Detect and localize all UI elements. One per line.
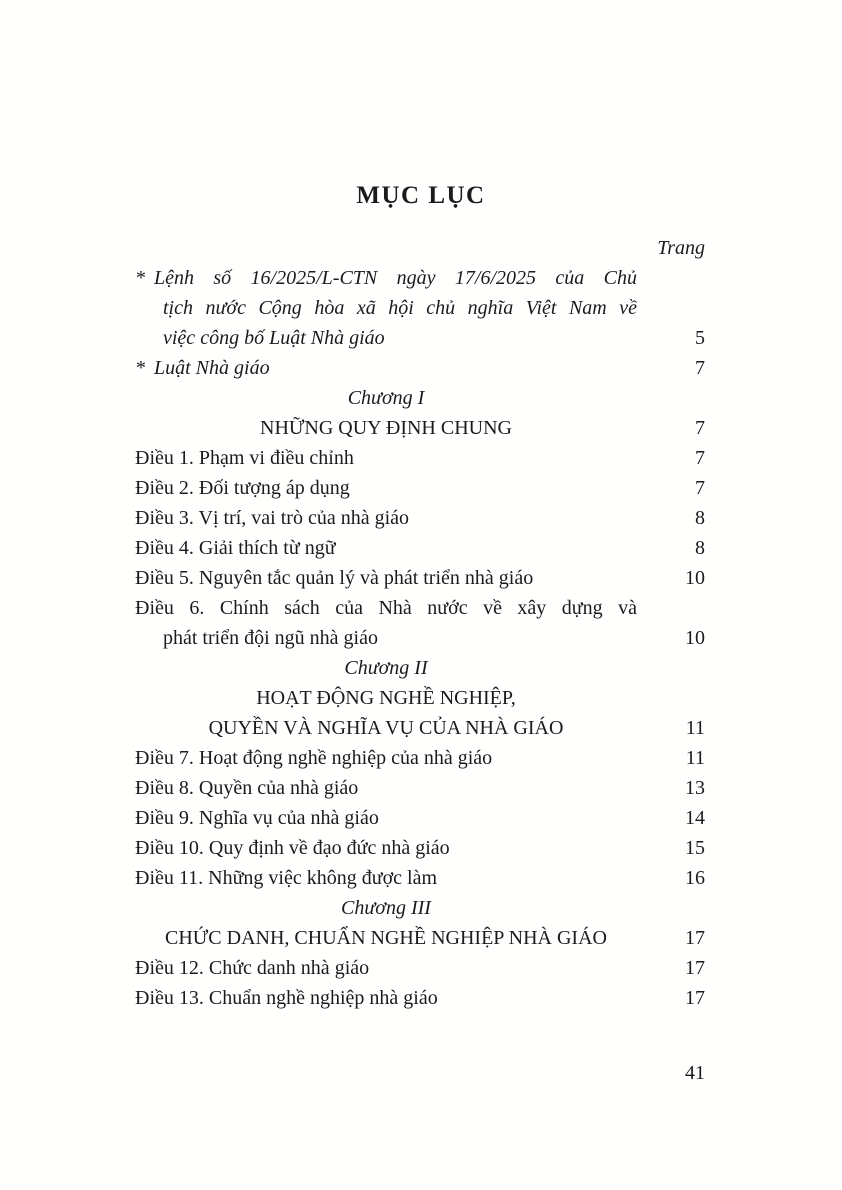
toc-line-page-number	[637, 893, 705, 923]
chapter-title-line	[135, 683, 705, 713]
toc-entry-line	[135, 533, 705, 563]
toc-line-text: Lệnh số 16/2025/L-CTN ngày 17/6/2025 của Chủ	[154, 267, 637, 289]
toc-line-page-number	[637, 683, 705, 713]
toc-entry-line	[135, 263, 705, 293]
toc-line-page-number: 11	[685, 747, 705, 769]
toc-line-page-number: 5	[695, 327, 705, 349]
toc-line-text: tịch nước Cộng hòa xã hội chủ nghĩa Việt Nam về	[163, 297, 637, 319]
toc-entry-line	[135, 503, 705, 533]
star-marker: *	[135, 357, 145, 379]
toc-line-page-number	[637, 293, 705, 323]
toc-line-page-number: 7	[695, 417, 705, 439]
toc-entry-line	[135, 953, 705, 983]
toc-line-page-number: 7	[695, 447, 705, 469]
toc-entry-line	[135, 833, 705, 863]
toc-line-page-number: 13	[685, 777, 705, 799]
page-column-header: Trang	[657, 237, 705, 259]
chapter-label	[135, 893, 705, 923]
toc-entry-line	[135, 593, 705, 623]
toc-line-text: Điều 5. Nguyên tắc quản lý và phát triển nhà giáo	[135, 567, 534, 589]
toc-line-text: Điều 7. Hoạt động nghề nghiệp của nhà giáo	[135, 747, 493, 769]
toc-entry-line	[135, 743, 705, 773]
toc-line-text: Chương II	[344, 657, 428, 679]
toc-entry-line	[135, 563, 705, 593]
toc-line-text: Điều 8. Quyền của nhà giáo	[135, 777, 359, 799]
toc-line-text: phát triển đội ngũ nhà giáo	[163, 627, 378, 649]
toc-line-page-number: 11	[685, 717, 705, 739]
toc-line-text: Điều 6. Chính sách của Nhà nước về xây dựng và	[135, 597, 637, 619]
chapter-label	[135, 383, 705, 413]
toc-line-page-number	[637, 263, 705, 293]
toc-line-text: Điều 12. Chức danh nhà giáo	[135, 957, 370, 979]
toc-line-text: Chương III	[341, 897, 431, 919]
toc-line-text: Điều 3. Vị trí, vai trò của nhà giáo	[135, 507, 410, 529]
toc-line-page-number	[637, 593, 705, 623]
toc-entry-line	[135, 623, 705, 653]
toc-line-text: Điều 1. Phạm vi điều chỉnh	[135, 447, 354, 469]
toc-line-page-number: 17	[685, 987, 705, 1009]
toc-line-page-number: 10	[685, 627, 705, 649]
toc-entry-line	[135, 863, 705, 893]
toc-list	[135, 263, 705, 1013]
toc-entry-line	[135, 443, 705, 473]
toc-line-text: Điều 2. Đối tượng áp dụng	[135, 477, 350, 499]
toc-line-page-number: 10	[685, 567, 705, 589]
page-column-header-row	[135, 233, 705, 263]
toc-entry-line	[135, 773, 705, 803]
toc-line-page-number: 7	[695, 357, 705, 379]
toc-entry-line	[135, 473, 705, 503]
toc-line-text: việc công bố Luật Nhà giáo	[163, 327, 385, 349]
toc-line-text: Chương I	[347, 387, 425, 409]
toc-line-text: Điều 4. Giải thích từ ngữ	[135, 537, 336, 559]
toc-line-page-number: 7	[695, 477, 705, 499]
toc-entry-line	[135, 293, 705, 323]
chapter-label	[135, 653, 705, 683]
toc-entry-line	[135, 983, 705, 1013]
toc-line-page-number: 17	[685, 957, 705, 979]
toc-line-text: CHỨC DANH, CHUẨN NGHỀ NGHIỆP NHÀ GIÁO	[165, 927, 607, 949]
toc-line-text: Điều 9. Nghĩa vụ của nhà giáo	[135, 807, 379, 829]
toc-line-text: HOẠT ĐỘNG NGHỀ NGHIỆP,	[256, 687, 516, 709]
toc-line-page-number: 16	[685, 867, 705, 889]
toc-line-page-number: 17	[685, 927, 705, 949]
toc-entry-line	[135, 323, 705, 353]
toc-line-text: NHỮNG QUY ĐỊNH CHUNG	[260, 417, 512, 439]
toc-line-page-number	[637, 383, 705, 413]
toc-line-text: Điều 11. Những việc không được làm	[135, 867, 438, 889]
chapter-title-line	[135, 413, 705, 443]
chapter-title-line	[135, 713, 705, 743]
toc-line-text: Luật Nhà giáo	[154, 357, 270, 379]
toc-entry-line	[135, 803, 705, 833]
toc-entry-line	[135, 353, 705, 383]
chapter-title-line	[135, 923, 705, 953]
toc-line-page-number	[637, 653, 705, 683]
toc-line-page-number: 14	[685, 807, 705, 829]
toc-line-text: Điều 13. Chuẩn nghề nghiệp nhà giáo	[135, 987, 438, 1009]
toc-line-page-number: 8	[695, 537, 705, 559]
folio-page-number: 41	[685, 1062, 705, 1084]
toc-line-text: QUYỀN VÀ NGHĨA VỤ CỦA NHÀ GIÁO	[208, 717, 564, 739]
toc-line-page-number: 8	[695, 507, 705, 529]
page-title: MỤC LỤC	[356, 182, 486, 209]
toc-line-page-number: 15	[685, 837, 705, 859]
toc-line-text: Điều 10. Quy định về đạo đức nhà giáo	[135, 837, 450, 859]
star-marker: *	[135, 267, 145, 289]
